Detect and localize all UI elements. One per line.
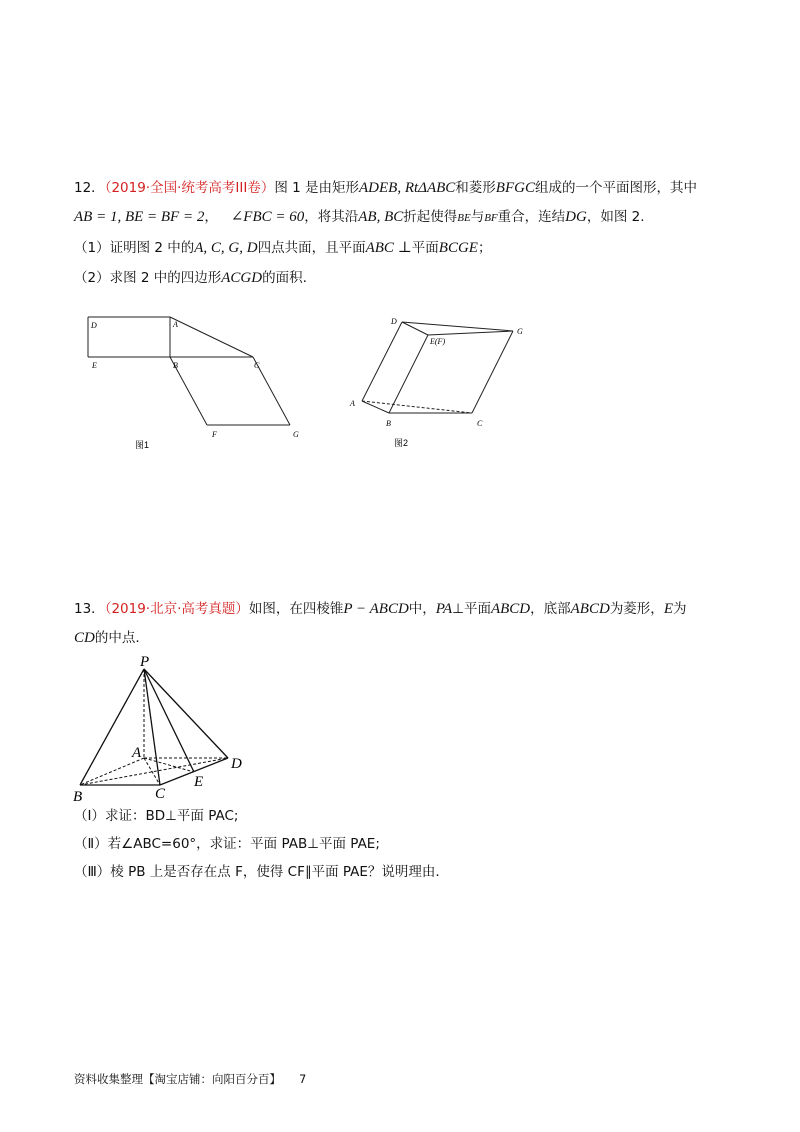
p12-math: ABC ⊥ bbox=[365, 240, 412, 256]
p13-text: ⊥平面 bbox=[452, 601, 491, 617]
p12-math: AB, BC bbox=[358, 209, 404, 225]
fig2-edge-EB bbox=[389, 335, 428, 413]
fig2-label-D: D bbox=[391, 317, 397, 326]
p12-math: BF bbox=[484, 212, 498, 224]
p12-math: AB = 1, BE = BF = 2 bbox=[74, 209, 205, 225]
p12-text: 与 bbox=[470, 209, 485, 225]
p13-text: 中， bbox=[408, 601, 436, 617]
p13-math: P − ABCD bbox=[343, 601, 409, 617]
p13-math: PA bbox=[435, 601, 453, 617]
p13-line2 bbox=[74, 628, 140, 648]
p13-label-B: B bbox=[73, 789, 83, 805]
fig1-label-D: D bbox=[91, 321, 97, 330]
p13-edge-AB bbox=[80, 758, 144, 785]
p12-math: DG bbox=[565, 209, 587, 225]
p12-text: ，将其沿 bbox=[304, 209, 359, 225]
p13-text: 为 bbox=[672, 601, 687, 617]
fig2-edge-EG bbox=[428, 331, 513, 335]
p12-math: BE bbox=[457, 212, 471, 224]
p13-question-2: （Ⅱ）若∠ABC=60°，求证：平面 PAB⊥平面 PAE; bbox=[74, 836, 380, 852]
p13-text: 为菱形， bbox=[609, 601, 664, 617]
p13-math: CD bbox=[74, 630, 95, 646]
fig2-edge-AC bbox=[362, 401, 472, 413]
fig1-label-A: A bbox=[173, 320, 178, 329]
fig2-edge-DA bbox=[362, 322, 402, 401]
p13-source-close: ） bbox=[235, 601, 249, 617]
page-number: 7 bbox=[299, 1072, 307, 1086]
page-footer bbox=[74, 1071, 306, 1087]
p13-source: 2019·北京·高考真题 bbox=[111, 601, 236, 617]
fig2-label-G: G bbox=[517, 327, 523, 336]
p12-text: 四点共面，且平面 bbox=[257, 240, 366, 256]
p13-question-3: （Ⅲ）棱 PB 上是否存在点 F，使得 CF∥平面 PAE？说明理由. bbox=[74, 864, 440, 880]
p12-text: ， bbox=[204, 209, 218, 225]
p13-label-D: D bbox=[231, 756, 242, 772]
p12-text: ，如图 2. bbox=[586, 209, 645, 225]
p13-math: E bbox=[663, 601, 673, 617]
p12-source-open: （ bbox=[104, 180, 112, 196]
p12-text: 平面 bbox=[411, 240, 439, 256]
fig2-caption: 图2 bbox=[394, 438, 409, 448]
fig1-caption: 图1 bbox=[135, 440, 150, 450]
p12-text: （2）求图 2 中的四边形 bbox=[74, 270, 222, 286]
fig2-label-C: C bbox=[477, 419, 483, 428]
fig2-label-B: B bbox=[386, 419, 391, 428]
fig2-label-A: A bbox=[350, 399, 355, 408]
fig2-edge-GC bbox=[472, 331, 513, 413]
p13-text: 如图，在四棱锥 bbox=[248, 601, 344, 617]
p13-edge-AE bbox=[144, 758, 194, 772]
p12-source-close: ） bbox=[260, 180, 275, 196]
p12-text: 图 1 是由矩形 bbox=[274, 180, 359, 196]
p13-text: 的中点. bbox=[94, 630, 140, 646]
p13-label-C: C bbox=[155, 786, 166, 802]
p13-edge-PB bbox=[80, 669, 144, 785]
footer-text: 资料收集整理【淘宝店铺：向阳百分百】 bbox=[74, 1072, 281, 1086]
p13-edge-PD bbox=[144, 669, 228, 758]
fig2-label-EF: E(F) bbox=[430, 337, 446, 346]
p13-label-A: A bbox=[132, 745, 142, 761]
p13-number: 13． bbox=[74, 601, 105, 617]
p12-text: 和菱形 bbox=[455, 180, 496, 196]
p13-math: ABCD bbox=[490, 601, 531, 617]
p12-math: ACGD bbox=[221, 270, 263, 286]
p12-text: 重合，连结 bbox=[497, 209, 566, 225]
p12-math: ADEB, RtΔABC bbox=[359, 180, 456, 196]
p12-math: BCGE bbox=[438, 240, 478, 256]
p12-text: （1）证明图 2 中的 bbox=[74, 240, 195, 256]
p12-text: 组成的一个平面图形，其中 bbox=[534, 180, 697, 196]
p12-text: 折起使得 bbox=[403, 209, 458, 225]
p13-label-E: E bbox=[194, 774, 204, 790]
p12-math: ∠FBC = 60 bbox=[230, 209, 305, 225]
fig1-edge-AC bbox=[170, 317, 253, 357]
p12-math: BFGC bbox=[495, 180, 535, 196]
p12-text: ； bbox=[477, 240, 492, 256]
p12-number: 12． bbox=[74, 180, 105, 196]
fig2-edge-DG bbox=[402, 322, 513, 331]
p13-source-open: （ bbox=[104, 601, 112, 617]
p12-math: A, C, G, D bbox=[194, 240, 258, 256]
p13-edge-BD bbox=[80, 758, 228, 785]
p12-text: 的面积. bbox=[262, 270, 307, 286]
fig1-label-E: E bbox=[92, 361, 97, 370]
p13-line1 bbox=[74, 599, 686, 619]
p13-text: ，底部 bbox=[530, 601, 571, 617]
p13-label-P: P bbox=[140, 654, 150, 670]
p13-question-1: （Ⅰ）求证：BD⊥平面 PAC; bbox=[74, 808, 239, 824]
p13-math: ABCD bbox=[570, 601, 610, 617]
fig1-label-F: F bbox=[212, 430, 217, 439]
fig1-label-C: C bbox=[254, 361, 260, 370]
fig1-label-G: G bbox=[293, 430, 299, 439]
fig2-edge-AB bbox=[362, 401, 389, 413]
fig1-label-B: B bbox=[173, 361, 178, 370]
p12-source: 2019·全国·统考高考III卷 bbox=[111, 180, 261, 196]
